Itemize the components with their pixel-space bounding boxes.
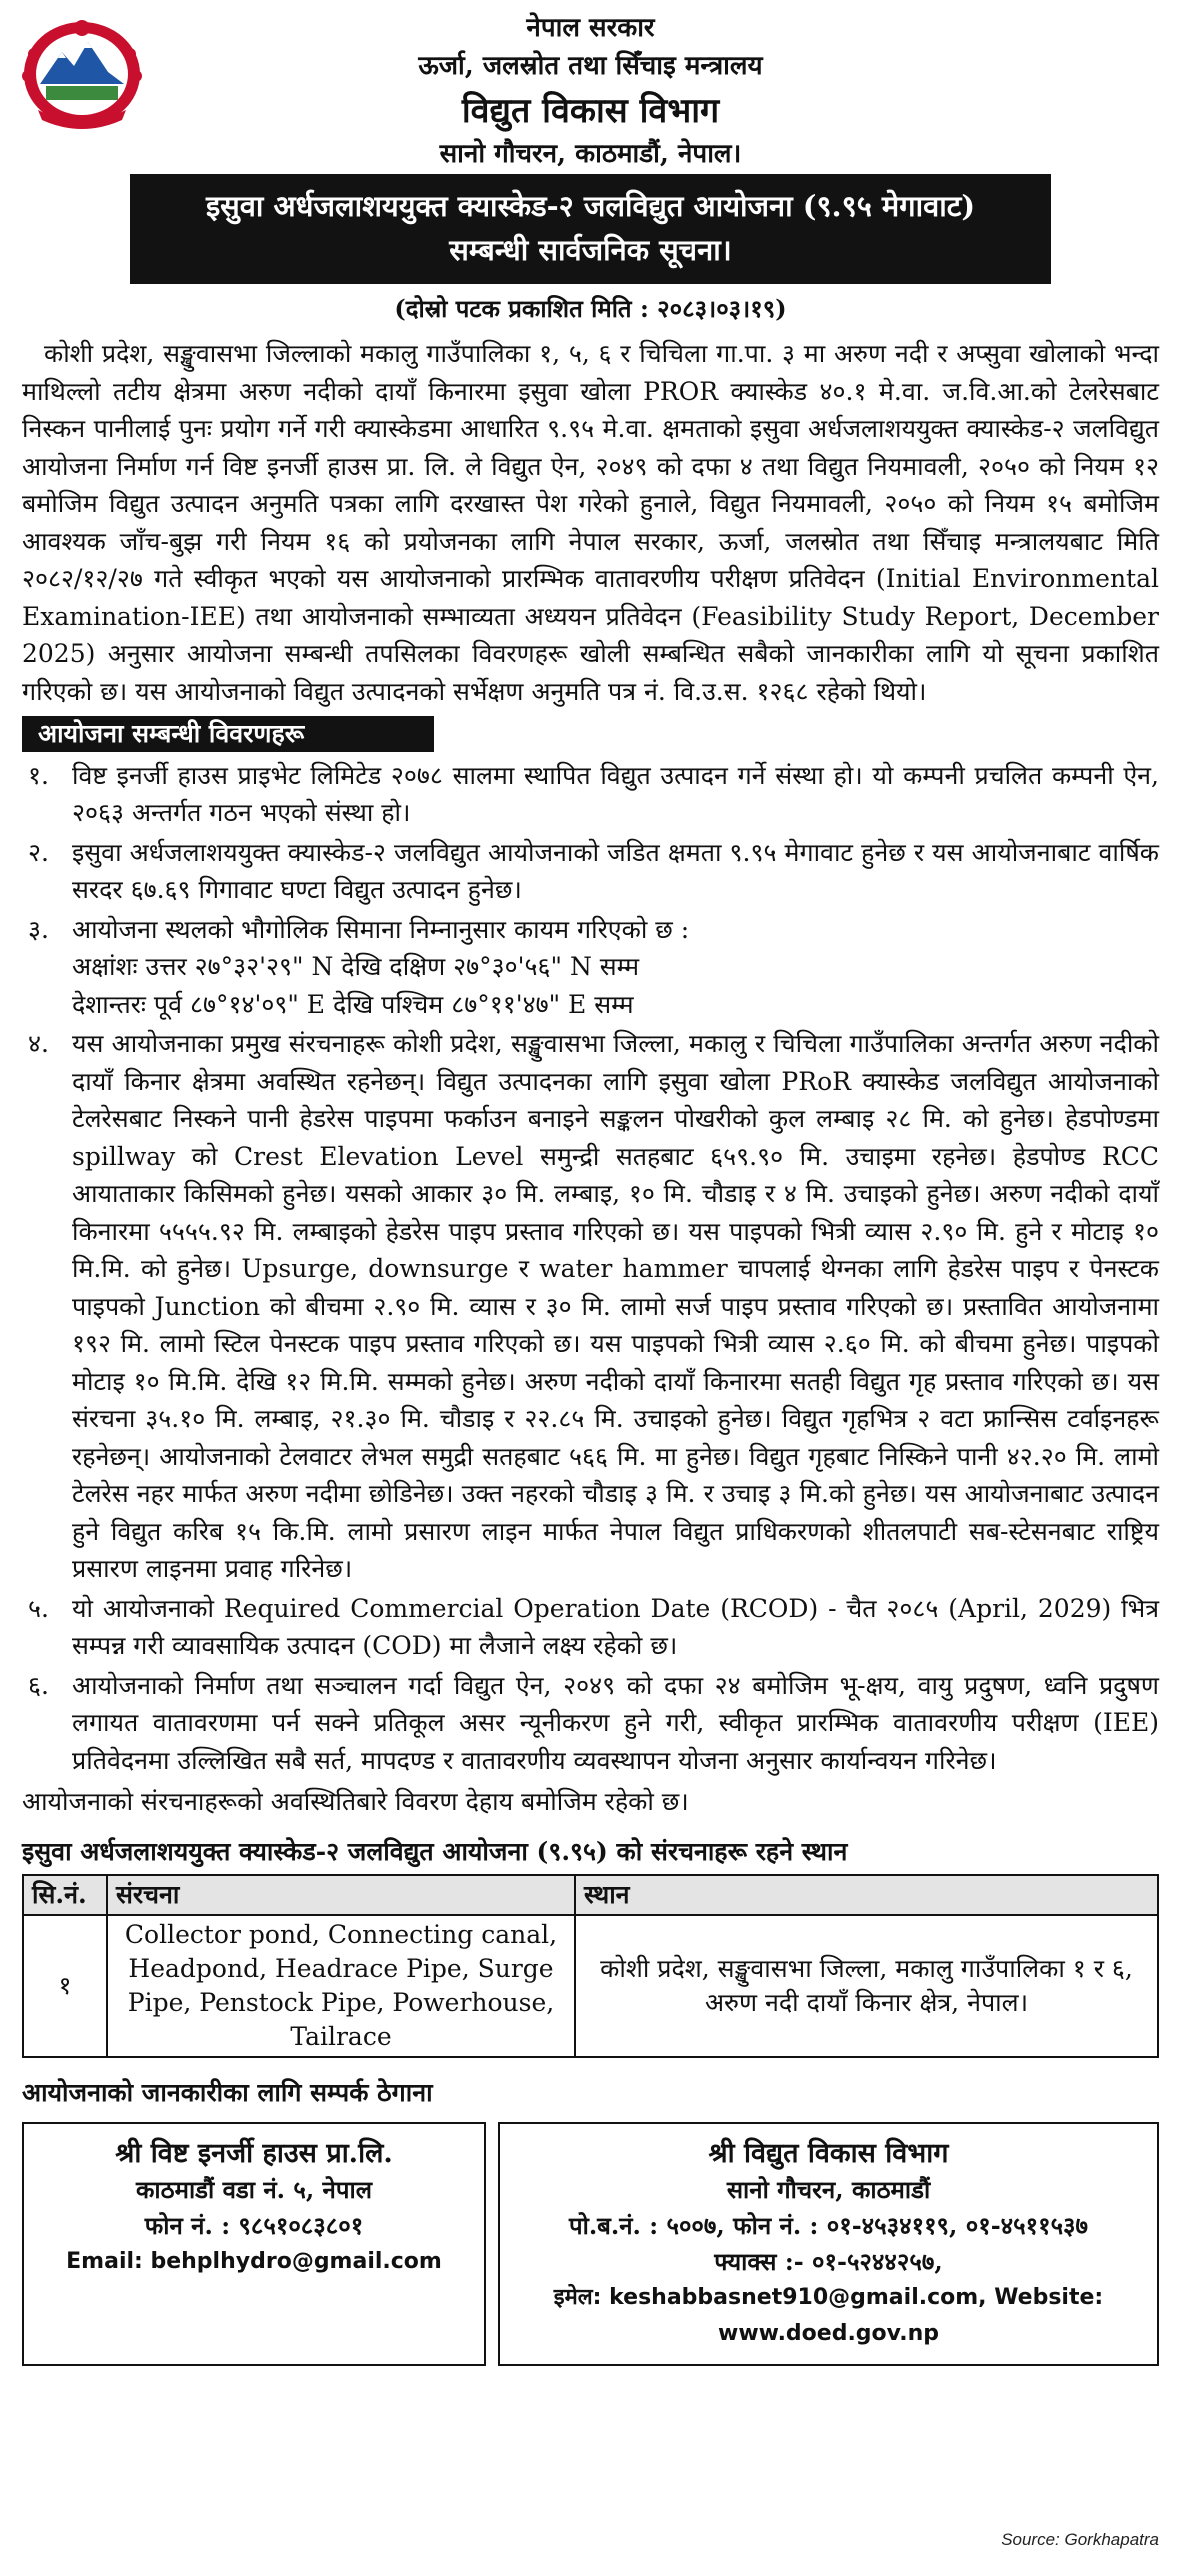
company-email: Email: behplhydro@gmail.com <box>66 2248 442 2274</box>
list-item <box>22 1025 1159 1588</box>
list-item <box>22 757 1159 832</box>
department-contact-address: सानो गौचरन, काठमाडौं <box>726 2174 931 2204</box>
details-list <box>22 757 1159 1780</box>
ministry-name: ऊर्जा, जलस्रोत तथा सिँचाइ मन्त्रालय <box>418 51 763 81</box>
notice-title <box>130 174 1051 284</box>
department-email-website: इमेल: keshabbasnet910@gmail.com, Website: www.doed.gov.np <box>553 2284 1104 2346</box>
contact-title: आयोजनाको जानकारीका लागि सम्पर्क ठेगाना <box>22 2078 433 2107</box>
item-text: आयोजनाको निर्माण तथा सञ्चालन गर्दा विद्युत ऐन, २०४९ को दफा २४ बमोजिम भू-क्षय, वायु प्रदुषण, ध्वनि प्रदुषण लगायत वातावरणमा पर्न सक्ने प्रतिकूल असर न्यूनीकरण हुने गरी, स्वीकृत प्रारम्भिक वातावरणीय परीक्षण (IEE) प्रतिवेदनमा उल्लिखित सबै सर्त, मापदण्ड र वातावरणीय व्यवस्थापन योजना अनुसार कार्यान्वयन गरिनेछ। <box>72 1670 1159 1775</box>
item-number: २. <box>28 837 49 867</box>
cell-location: कोशी प्रदेश, सङ्खुवासभा जिल्ला, मकालु गाउँपालिका १ र ६, अरुण नदी दायाँ किनार क्षेत्र, नेपाल। <box>575 1915 1158 2057</box>
item-number: ५. <box>28 1593 49 1623</box>
department-fax: फ्याक्स :- ०१-५२४४२५७, <box>714 2246 943 2276</box>
notice-title-line1: इसुवा अर्धजलाशययुक्त क्यास्केड-२ जलविद्युत आयोजना (९.९५ मेगावाट) <box>205 189 976 223</box>
list-item <box>22 834 1159 909</box>
item-text: आयोजना स्थलको भौगोलिक सिमाना निम्नानुसार कायम गरिएको छ : <box>72 914 690 944</box>
structures-intro: आयोजनाको संरचनाहरूको अवस्थितिबारे विवरण देहाय बमोजिम रहेको छ। <box>22 1787 689 1816</box>
details-heading: आयोजना सम्बन्धी विवरणहरू <box>22 716 434 752</box>
department-phone: पो.ब.नं. : ५००७, फोन नं. : ०१-४५३४११९, ०१-४५११५३७ <box>568 2210 1089 2240</box>
table-header-row <box>23 1875 1158 1915</box>
header-structure: संरचना <box>107 1875 575 1915</box>
list-item <box>22 1667 1159 1780</box>
contact-section <box>22 2122 1159 2366</box>
longitude-range: देशान्तरः पूर्व ८७°१४'०९" E देखि पश्चिम ८७°११'४७" E सम्म <box>72 989 634 1019</box>
source-credit: Source: Gorkhapatra <box>1001 2530 1159 2549</box>
header-location: स्थान <box>575 1875 1158 1915</box>
table-row <box>23 1915 1158 2057</box>
department-name: विद्युत विकास विभाग <box>461 91 720 131</box>
company-contact-box <box>22 2122 486 2366</box>
table-title: इसुवा अर्धजलाशययुक्त क्यास्केड-२ जलविद्युत आयोजना (९.९५) को संरचनाहरू रहने स्थान <box>22 1836 848 1866</box>
notice-title-line2: सम्बन्धी सार्वजनिक सूचना। <box>449 233 732 267</box>
company-address: काठमाडौं वडा नं. ५, नेपाल <box>136 2174 372 2204</box>
list-item <box>22 1590 1159 1665</box>
item-text: इसुवा अर्धजलाशययुक्त क्यास्केड-२ जलविद्युत आयोजनाको जडित क्षमता ९.९५ मेगावाट हुनेछ र यस आयोजनाबाट वार्षिक सरदर ६७.६९ गिगावाट घण्टा विद्युत उत्पादन हुनेछ। <box>72 837 1159 904</box>
republish-date: (दोस्रो पटक प्रकाशित मिति : २०८३।०३।१९) <box>394 294 787 323</box>
structures-table <box>22 1874 1159 2058</box>
department-address: सानो गौचरन, काठमाडौं, नेपाल। <box>439 139 742 169</box>
cell-structures: Collector pond, Connecting canal, Headpond, Headrace Pipe, Surge Pipe, Penstock Pipe, Powerhouse, Tailrace <box>107 1915 575 2057</box>
item-number: ३. <box>28 914 49 944</box>
item-text: यस आयोजनाका प्रमुख संरचनाहरू कोशी प्रदेश, सङ्खुवासभा जिल्ला, मकालु र चिचिला गाउँपालिका अन्तर्गत अरुण नदीको दायाँ किनार क्षेत्रमा अवस्थित रहनेछन्। विद्युत उत्पादनका लागि इसुवा खोला PRoR क्यास्केड जलविद्युत आयोजनाको टेलरेसबाट निस्कने पानी हेडरेस पाइपमा फर्काउन बनाइने सङ्कलन पोखरीको कुल लम्बाइ २८ मि. को हुनेछ। हेडपोण्डमा spillway को Crest Elevation Level समुन्द्री सतहबाट ६५९.९० मि. उचाइमा रहनेछ। हेडपोण्ड RCC आयाताकार किसिमको हुनेछ। यसको आकार ३० मि. लम्बाइ, १० मि. चौडाइ र ४ मि. उचाइको हुनेछ। अरुण नदीको दायाँ किनारमा ५५५५.९२ मि. लम्बाइको हेडरेस पाइप प्रस्ताव गरिएको छ। यस पाइपको भित्री व्यास २.९० मि. हुने र मोटाइ १० मि.मि. को हुनेछ। Upsurge, downsurge र water hammer चापलाई थेग्नका लागि हेडरेस पाइप र पेनस्टक पाइपको Junction को बीचमा २.९० मि. व्यास र ३० मि. लामो सर्ज पाइप प्रस्ताव गरिएको छ। प्रस्तावित आयोजनामा १९२ मि. लामो स्टिल पेनस्टक पाइप प्रस्ताव गरिएको छ। यस पाइपको भित्री व्यास २.६० मि. को बीचमा हुनेछ। पाइपको मोटाइ १० मि.मि. देखि १२ मि.मि. सम्मको हुनेछ। अरुण नदीको दायाँ किनारमा सतही विद्युत गृह प्रस्ताव गरिएको छ। यस संरचना ३५.१० मि. लम्बाइ, २१.३० मि. चौडाइ र २२.८५ मि. उचाइको हुनेछ। विद्युत गृहभित्र २ वटा फ्रान्सिस टर्वाइनहरू रहनेछन्। आयोजनाको टेलवाटर लेभल समुद्री सतहबाट ५६६ मि. मा हुनेछ। विद्युत गृहबाट निस्किने पानी ४२.२० मि. लामो टेलरेस नहर मार्फत अरुण नदीमा छोडिनेछ। उक्त नहरको चौडाइ ३ मि. र उचाइ ३ मि.को हुनेछ। यस आयोजनाबाट उत्पादन हुने विद्युत करिब १५ कि.मि. लामो प्रसारण लाइन मार्फत नेपाल विद्युत प्राधिकरणको शीतलपाटी सब-स्टेसनबाट राष्ट्रिय प्रसारण लाइनमा प्रवाह गरिनेछ। <box>72 1029 1159 1583</box>
item-text: विष्ट इनर्जी हाउस प्राइभेट लिमिटेड २०७८ सालमा स्थापित विद्युत उत्पादन गर्ने संस्था हो। यो कम्पनी प्रचलित कम्पनी ऐन, २०६३ अन्तर्गत गठन भएको संस्था हो। <box>72 760 1159 827</box>
list-item <box>22 911 1159 1024</box>
item-number: ६. <box>28 1670 49 1700</box>
company-name: श्री विष्ट इनर्जी हाउस प्रा.लि. <box>115 2137 393 2169</box>
company-phone: फोन नं. : ९८५१०८३८०१ <box>144 2210 364 2240</box>
intro-paragraph: कोशी प्रदेश, सङ्खुवासभा जिल्लाको मकालु गाउँपालिका १, ५, ६ र चिचिला गा.पा. ३ मा अरुण नदी र अप्सुवा खोलाको भन्दा माथिल्लो तटीय क्षेत्रमा अरुण नदीको दायाँ किनारमा इसुवा खोला PROR क्यास्केड ४०.१ मे.वा. ज.वि.आ.को टेलरेसबाट निस्कन पानीलाई पुनः प्रयोग गर्ने गरी क्यास्केडमा आधारित ९.९५ मे.वा. क्षमताको इसुवा अर्धजलाशययुक्त क्यास्केड-२ जलविद्युत आयोजना निर्माण गर्न विष्ट इनर्जी हाउस प्रा. लि. ले विद्युत ऐन, २०४९ को दफा ४ तथा विद्युत नियमावली, २०५० को नियम १२ बमोजिम विद्युत उत्पादन अनुमति पत्रका लागि दरखास्त पेश गरेको हुनाले, विद्युत नियमावली, २०५० को नियम १५ बमोजिम आवश्यक जाँच-बुझ गरी नियम १६ को प्रयोजनका लागि नेपाल सरकार, ऊर्जा, जलस्रोत तथा सिँचाइ मन्त्रालयबाट मिति २०८२/१२/२७ गते स्वीकृत भएको यस आयोजनाको प्रारम्भिक वातावरणीय परीक्षण प्रतिवेदन (Initial Environmental Examination-IEE) तथा आयोजनाको सम्भाव्यता अध्ययन प्रतिवेदन (Feasibility Study Report, December 2025) अनुसार आयोजना सम्बन्धी तपसिलका विवरणहरू खोली सम्बन्धित सबैको जानकारीका लागि यो सूचना प्रकाशित गरिएको छ। यस आयोजनाको विद्युत उत्पादनको सर्भेक्षण अनुमति पत्र नं. वि.उ.स. १२६८ रहेको थियो। <box>22 339 1159 706</box>
government-name: नेपाल सरकार <box>526 13 655 43</box>
header-serial: सि.नं. <box>23 1875 107 1915</box>
item-number: ४. <box>28 1029 49 1058</box>
item-text: यो आयोजनाको Required Commercial Operation Date (RCOD) - चैत २०८५ (April, 2029) भित्र सम्पन्न गरी व्यावसायिक उत्पादन (COD) मा लैजाने लक्ष्य रहेको छ। <box>72 1593 1159 1660</box>
latitude-range: अक्षांशः उत्तर २७°३२'२९" N देखि दक्षिण २७°३०'५६" N सम्म <box>72 952 640 981</box>
department-contact-name: श्री विद्युत विकास विभाग <box>708 2137 949 2169</box>
cell-serial: १ <box>23 1915 107 2057</box>
department-contact-box <box>498 2122 1159 2366</box>
notice-header <box>0 0 1181 168</box>
item-number: १. <box>28 760 49 790</box>
notice-body <box>0 325 1181 2366</box>
